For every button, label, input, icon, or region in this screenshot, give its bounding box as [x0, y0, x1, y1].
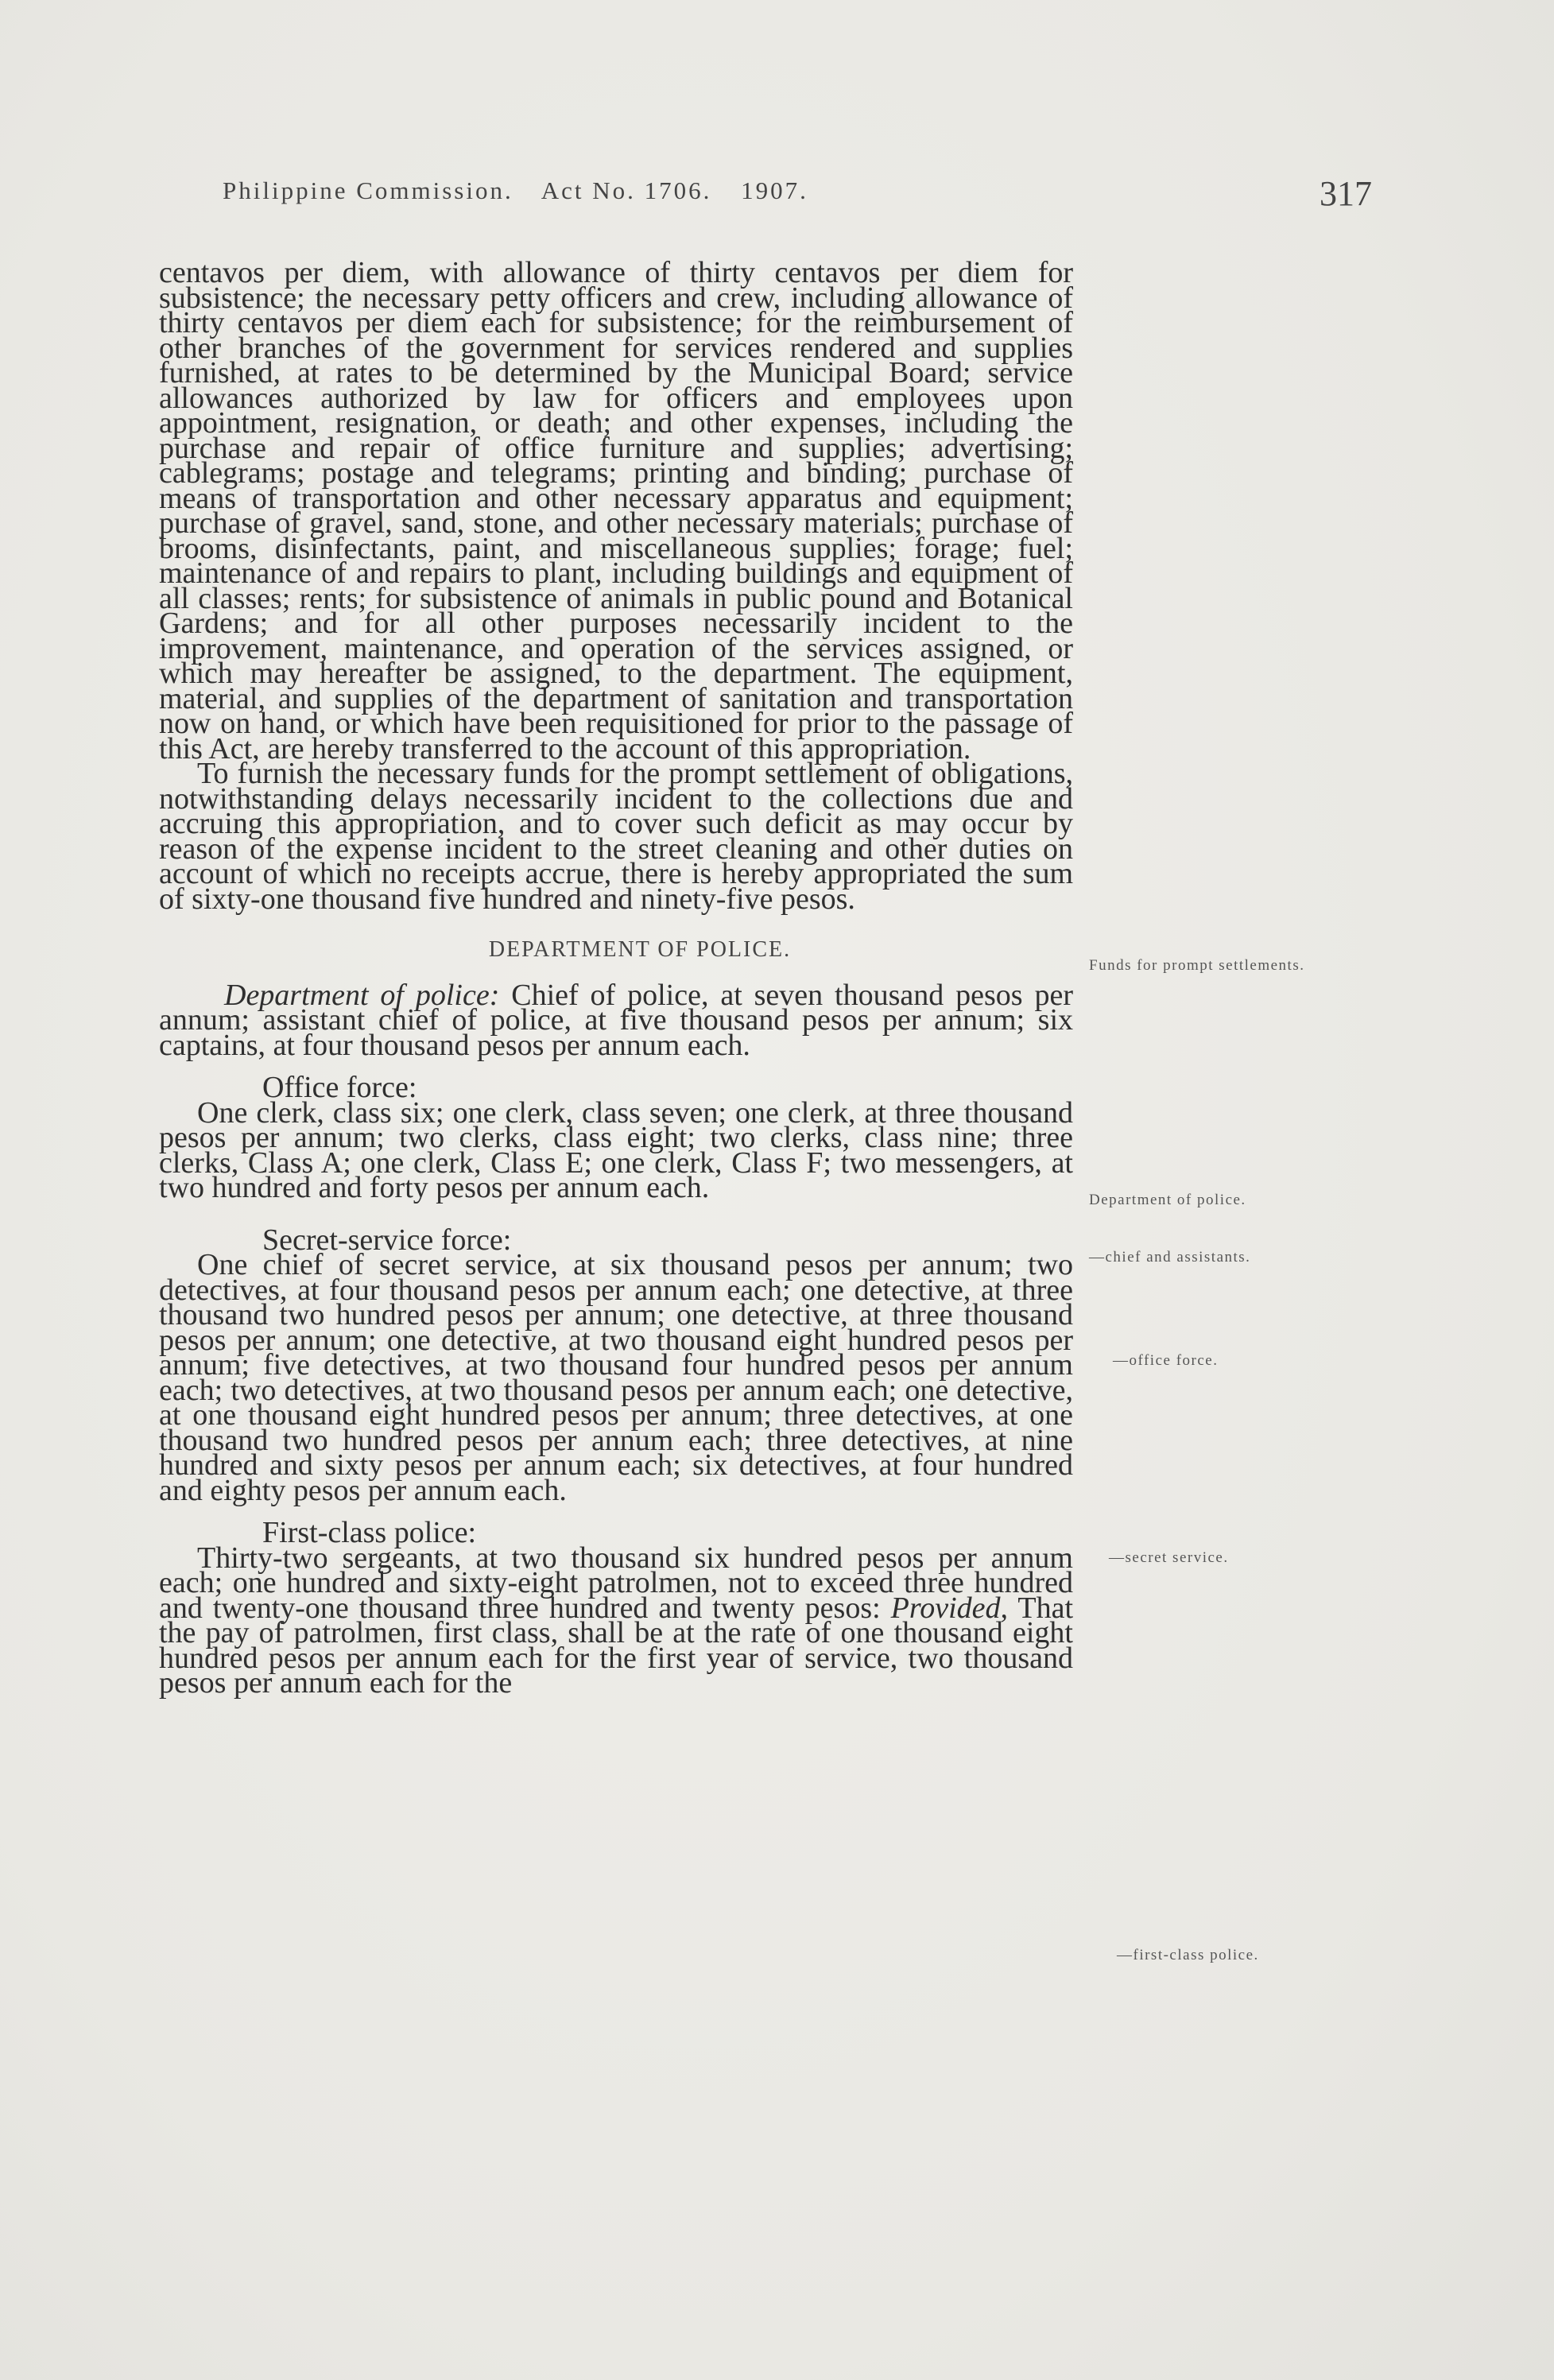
paragraph-office-force: One clerk, class six; one clerk, class seven; one clerk, at three thousand pesos per annum; two clerks, class eight; two clerks, class nine; three clerks, Class A; one clerk, Class E; one clerk, Class F; two messengers, at two hundred and forty pesos per annum each.: [159, 1095, 1073, 1204]
sidenote-secret: —secret service.: [1109, 1549, 1229, 1566]
secret-service-label: Secret-service force:: [262, 1223, 512, 1257]
page-number: 317: [1320, 174, 1372, 213]
paragraph-first-class: [159, 1541, 1073, 1700]
paragraph-funds: To furnish the necessary funds for the prompt settlement of obligations, notwithstanding delays necessarily incident to the collections due and accruing this appropriation, and to cover such deficit as may occur by reason of the expense incident to the street cleaning and other duties on account of which no receipts accrue, there is hereby appropriated the sum of sixty-one thousand five hundred and ninety-five pesos.: [159, 757, 1073, 916]
section-heading: DEPARTMENT OF POLICE.: [488, 937, 792, 962]
sidenote-first-class: —first-class police.: [1117, 1947, 1259, 1963]
paragraph-continuation: centavos per diem, with allowance of thirty centavos per diem for subsistence; the necessary petty officers and crew, including allowance of thirty centavos per diem each for subsistence; for the reimbursement of other branches of the government for services rendered and supplies furnished, at rates to be determined by the Municipal Board; service allowances authorized by law for officers and employees upon appointment, resignation, or death; and other expenses, including the purchase and repair of office furniture and supplies; advertising; cablegrams; postage and telegrams; printing and binding; purchase of means of transportation and other necessary apparatus and equipment; purchase of gravel, sand, stone, and other necessary materials; purchase of brooms, disinfectants, paint, and miscellaneous supplies; forage; fuel; maintenance of and repairs to plant, including buildings and equipment of all classes; rents; for subsistence of animals in public pound and Botanical Gardens; and for all other purposes necessarily incident to the improvement, maintenance, and operation of the services assigned, or which may hereafter be assigned, to the department. The equipment, material, and supplies of the department of sanitation and transportation now on hand, or which have been requisitioned for prior to the passage of this Act, are hereby transferred to the account of this appropriation.: [159, 256, 1073, 766]
sidenote-department: Department of police.: [1089, 1192, 1246, 1208]
paragraph-department-police: [159, 978, 1073, 1062]
header-act: Act No. 1706.: [541, 176, 712, 204]
sidenote-chief: —chief and assistants.: [1089, 1249, 1251, 1266]
body-text: [159, 256, 1073, 1700]
first-class-label: First-class police:: [262, 1516, 477, 1549]
running-header: [223, 176, 1097, 205]
header-commission: Philippine Commission.: [223, 176, 513, 204]
italic-lead: Department of police:: [224, 978, 500, 1012]
office-force-label: Office force:: [262, 1071, 417, 1104]
first-class-text-b: That the pay of patrolmen, first class, shall be at the rate of one thousand eight hundred pesos per annum each for the first year of service, two thousand pesos per annum each for the: [159, 1591, 1073, 1700]
italic-provided: Provided,: [890, 1591, 1009, 1625]
department-police-text: Chief of police, at seven thousand pesos per annum; assistant chief of police, at five thousand pesos per annum; six captains, at four thousand pesos per annum each.: [159, 978, 1073, 1062]
sidenote-office: —office force.: [1113, 1352, 1219, 1369]
paragraph-secret-service: One chief of secret service, at six thousand pesos per annum; two detectives, at four thousand pesos per annum each; one detective, at three thousand two hundred pesos per annum; one detective, at three thousand pesos per annum; one detective, at two thousand eight hundred pesos per annum; five detectives, at two thousand four hundred pesos per annum each; two detectives, at two thousand pesos per annum each; one detective, at one thousand eight hundred pesos per annum; three detectives, at one thousand two hundred pesos per annum each; three detectives, at nine hundred and sixty pesos per annum each; six detectives, at four hundred and eighty pesos per annum each.: [159, 1248, 1073, 1507]
header-year: 1907.: [741, 176, 808, 204]
sidenote-funds: Funds for prompt settlements.: [1089, 957, 1305, 974]
first-class-text-a: Thirty-two sergeants, at two thousand six hundred pesos per annum each; one hundred and sixty-eight patrolmen, not to exceed three hundred and twenty-one thousand three hundred and twenty pesos:: [159, 1541, 1073, 1625]
